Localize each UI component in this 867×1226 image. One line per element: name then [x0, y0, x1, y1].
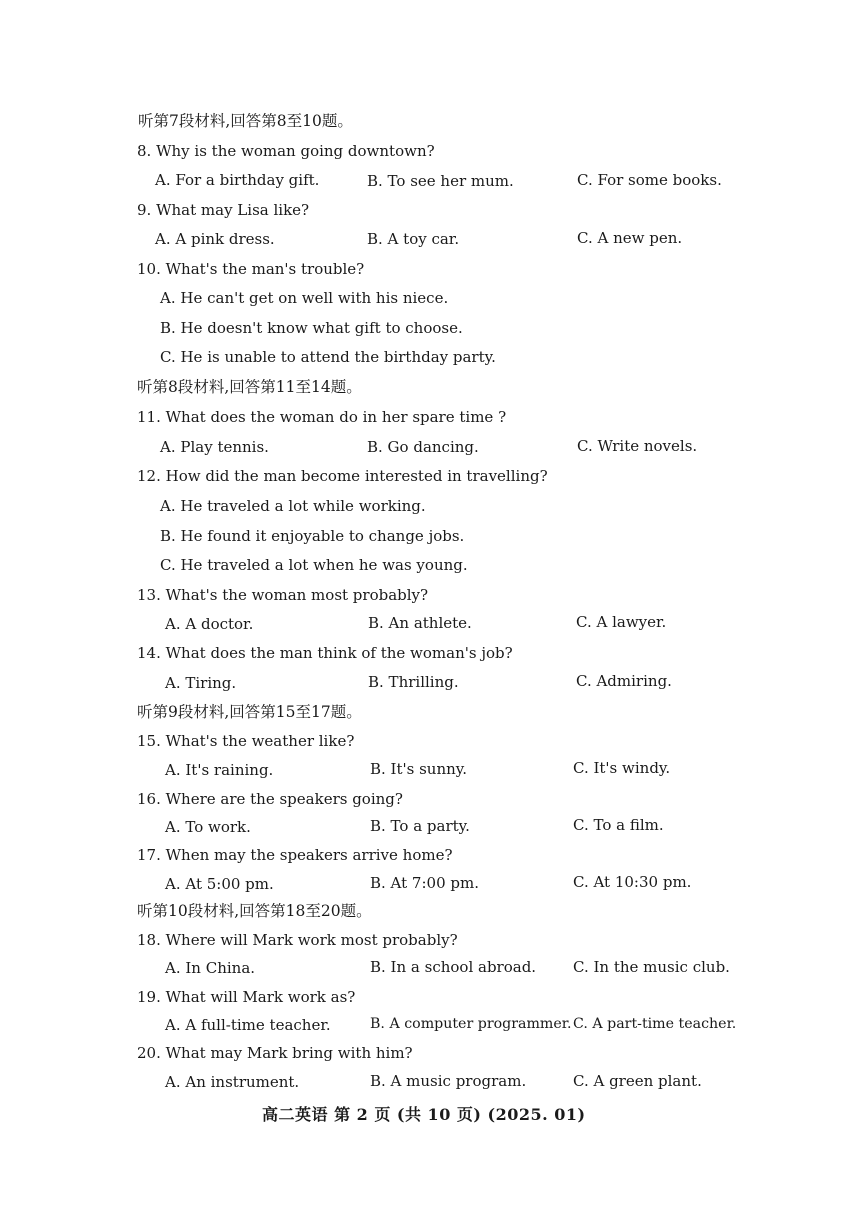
- question-9-option-a: A. A pink dress.: [155, 230, 275, 248]
- question-20-option-c: C. A green plant.: [573, 1072, 702, 1090]
- question-18-option-b: B. In a school abroad.: [370, 958, 537, 976]
- question-9-option-c: C. A new pen.: [577, 229, 683, 247]
- question-10-option-c: C. He is unable to attend the birthday party.: [160, 348, 496, 366]
- question-15-option-c: C. It's windy.: [573, 759, 671, 777]
- question-14-option-b: B. Thrilling.: [368, 673, 459, 691]
- question-19-option-c: C. A part-time teacher.: [573, 1016, 737, 1032]
- question-20-stem: 20. What may Mark bring with him?: [137, 1044, 413, 1062]
- question-8-option-c: C. For some books.: [577, 171, 722, 189]
- question-18-option-c: C. In the music club.: [573, 958, 730, 976]
- question-11-option-b: B. Go dancing.: [367, 438, 479, 456]
- question-16-option-a: A. To work.: [165, 818, 251, 836]
- question-19-stem: 19. What will Mark work as?: [137, 988, 356, 1006]
- question-18-stem: 18. Where will Mark work most probably?: [137, 931, 458, 949]
- question-11-option-a: A. Play tennis.: [160, 438, 269, 456]
- section-heading-7: 听第7段材料,回答第8至10题。: [138, 112, 353, 130]
- question-19-option-b: B. A computer programmer.: [370, 1016, 572, 1032]
- question-10-stem: 10. What's the man's trouble?: [137, 260, 365, 278]
- question-12-stem: 12. How did the man become interested in travelling?: [137, 467, 548, 485]
- question-10-option-a: A. He can't get on well with his niece.: [160, 289, 449, 307]
- section-heading-8: 听第8段材料,回答第11至14题。: [137, 378, 362, 396]
- question-18-option-a: A. In China.: [165, 959, 256, 977]
- question-11-stem: 11. What does the woman do in her spare time ?: [137, 408, 507, 426]
- question-17-option-c: C. At 10:30 pm.: [573, 873, 692, 891]
- question-12-option-b: B. He found it enjoyable to change jobs.: [160, 527, 465, 545]
- section-heading-9: 听第9段材料,回答第15至17题。: [137, 703, 362, 721]
- question-14-option-a: A. Tiring.: [165, 674, 237, 692]
- question-13-option-b: B. An athlete.: [368, 614, 472, 632]
- question-20-option-a: A. An instrument.: [165, 1073, 300, 1091]
- question-17-option-b: B. At 7:00 pm.: [370, 874, 479, 892]
- question-16-option-c: C. To a film.: [573, 816, 664, 834]
- question-16-stem: 16. Where are the speakers going?: [137, 790, 403, 808]
- page-footer: 高二英语 第 2 页 (共 10 页) (2025. 01): [262, 1105, 586, 1124]
- question-9-option-b: B. A toy car.: [367, 230, 460, 248]
- question-15-stem: 15. What's the weather like?: [137, 732, 355, 750]
- question-13-option-a: A. A doctor.: [165, 615, 254, 633]
- question-17-stem: 17. When may the speakers arrive home?: [137, 846, 453, 864]
- question-16-option-b: B. To a party.: [370, 817, 470, 835]
- question-13-option-c: C. A lawyer.: [576, 613, 667, 631]
- question-15-option-b: B. It's sunny.: [370, 760, 468, 778]
- question-12-option-c: C. He traveled a lot when he was young.: [160, 556, 468, 574]
- question-20-option-b: B. A music program.: [370, 1072, 527, 1090]
- question-9-stem: 9. What may Lisa like?: [137, 201, 310, 219]
- question-17-option-a: A. At 5:00 pm.: [165, 875, 274, 893]
- question-11-option-c: C. Write novels.: [577, 437, 698, 455]
- question-19-option-a: A. A full-time teacher.: [165, 1016, 331, 1034]
- question-12-option-a: A. He traveled a lot while working.: [160, 497, 426, 515]
- question-8-option-b: B. To see her mum.: [367, 172, 514, 190]
- question-8-option-a: A. For a birthday gift.: [155, 171, 320, 189]
- question-15-option-a: A. It's raining.: [165, 761, 274, 779]
- question-13-stem: 13. What's the woman most probably?: [137, 586, 429, 604]
- section-heading-10: 听第10段材料,回答第18至20题。: [137, 902, 372, 920]
- question-10-option-b: B. He doesn't know what gift to choose.: [160, 319, 463, 337]
- question-8-stem: 8. Why is the woman going downtown?: [137, 142, 435, 160]
- question-14-option-c: C. Admiring.: [576, 672, 672, 690]
- question-14-stem: 14. What does the man think of the woman's job?: [137, 644, 513, 662]
